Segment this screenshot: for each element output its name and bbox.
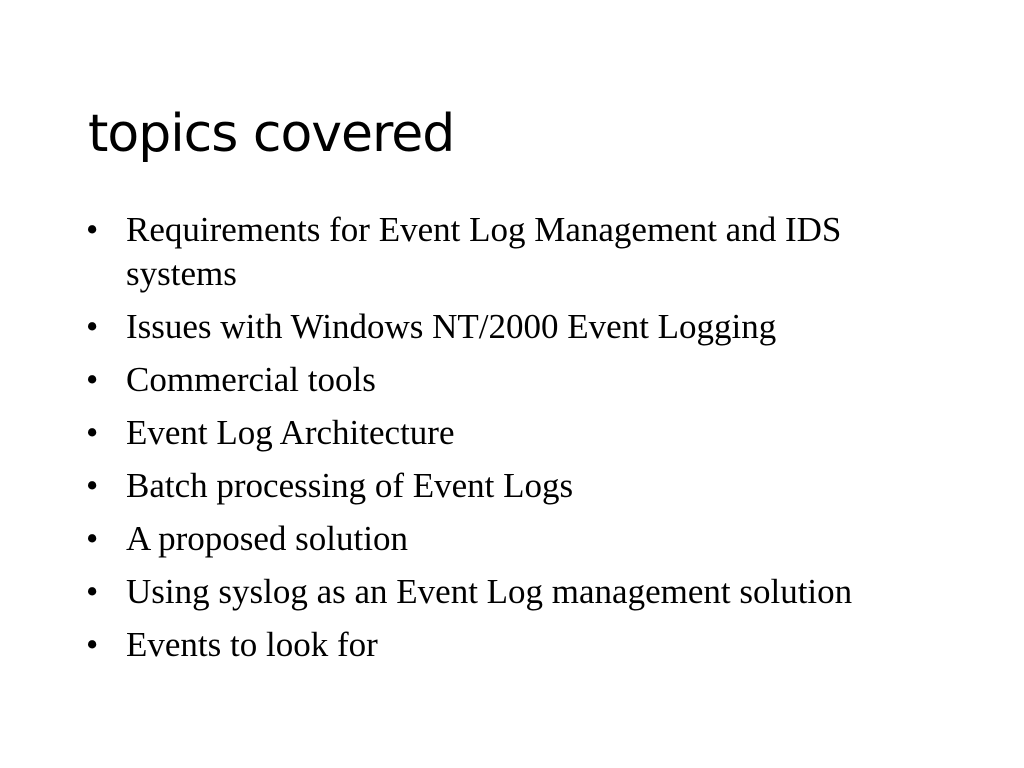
- list-item: [86, 570, 886, 614]
- bullet-icon: •: [86, 210, 99, 249]
- bullet-list: [86, 208, 886, 676]
- list-item: [86, 623, 886, 667]
- list-item: [86, 358, 886, 402]
- slide-title: topics covered: [88, 104, 455, 164]
- bullet-icon: •: [86, 360, 99, 399]
- bullet-icon: •: [86, 466, 99, 505]
- list-item-text: A proposed solution: [126, 519, 408, 558]
- list-item-text: Issues with Windows NT/2000 Event Logging: [126, 307, 777, 346]
- bullet-icon: •: [86, 519, 99, 558]
- bullet-icon: •: [86, 307, 99, 346]
- list-item: [86, 208, 886, 296]
- bullet-icon: •: [86, 625, 99, 664]
- list-item-text: Batch processing of Event Logs: [126, 466, 574, 505]
- bullet-icon: •: [86, 572, 99, 611]
- list-item-text: Requirements for Event Log Management and IDS systems: [126, 210, 842, 293]
- list-item-text: Using syslog as an Event Log management solution: [126, 572, 853, 611]
- list-item: [86, 464, 886, 508]
- list-item-text: Events to look for: [126, 625, 378, 664]
- list-item: [86, 517, 886, 561]
- list-item: [86, 411, 886, 455]
- list-item-text: Event Log Architecture: [126, 413, 455, 452]
- list-item-text: Commercial tools: [126, 360, 376, 399]
- list-item: [86, 305, 886, 349]
- bullet-icon: •: [86, 413, 99, 452]
